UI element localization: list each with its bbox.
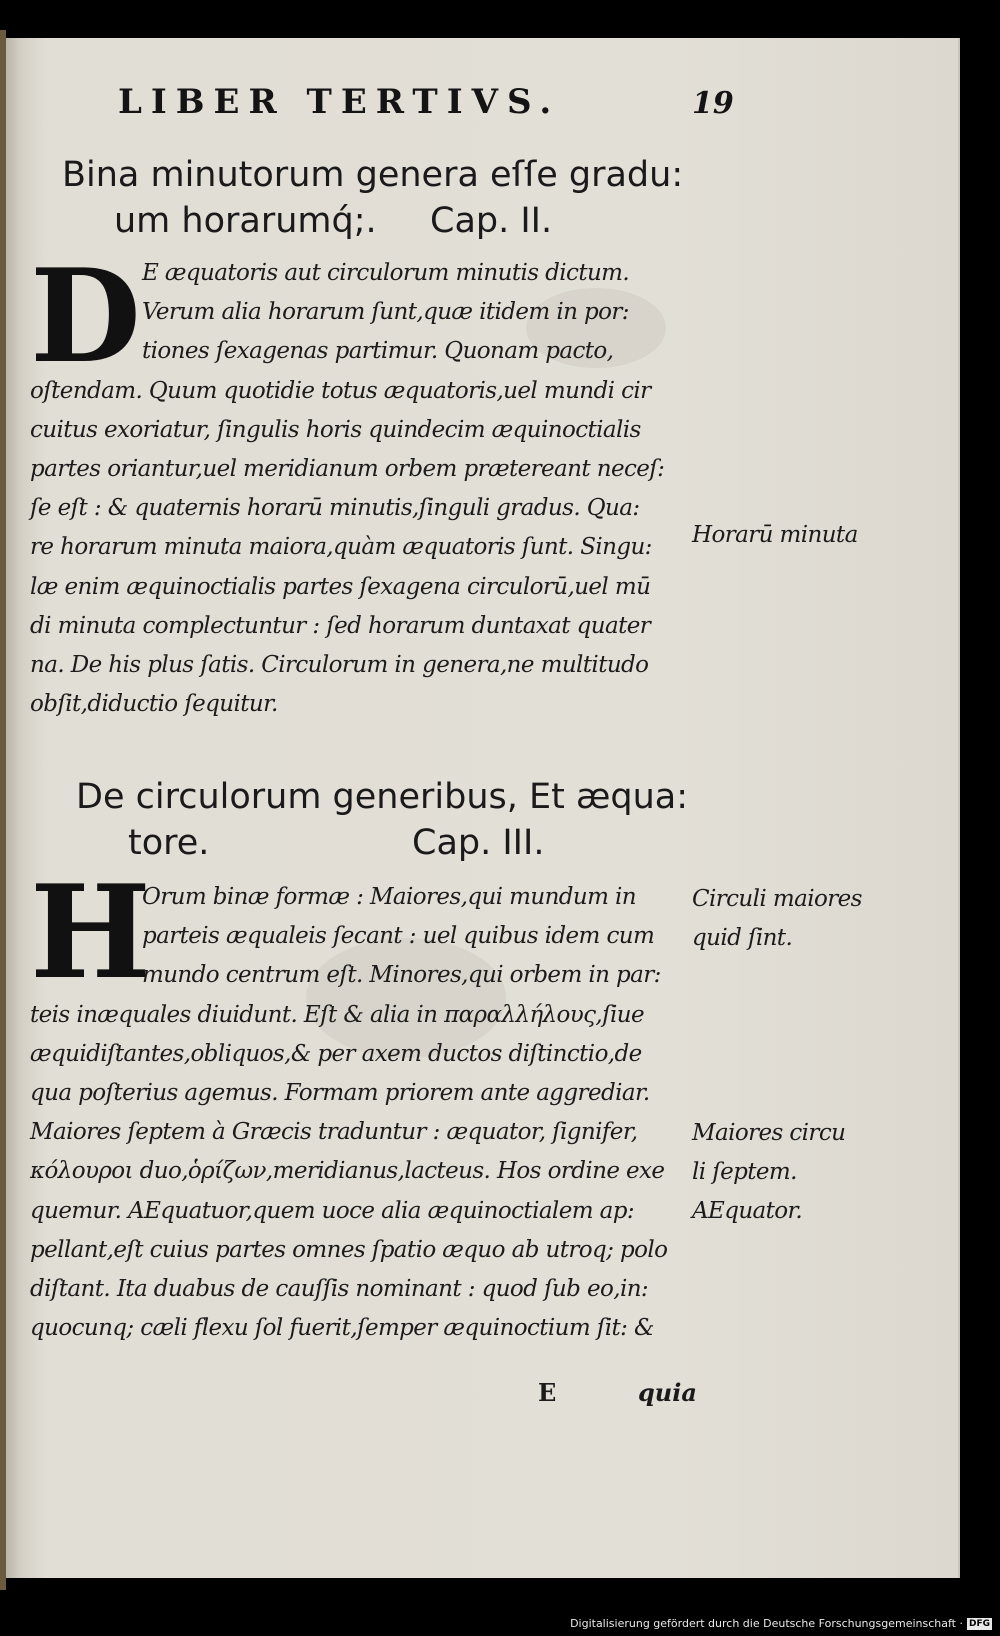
- text-line: cuitus exoriatur, ſingulis horis quindecim æquinoctialis: [30, 416, 641, 443]
- running-head: LIBER TERTIVS.: [118, 82, 561, 122]
- dropcap-d: D: [30, 242, 141, 392]
- text-line: teis inæquales diuidunt. Eſt & alia in παραλλήλους,ſiue: [30, 1001, 644, 1028]
- chapter-3-title-line2: tore.: [128, 823, 210, 863]
- text-line: obſit,diductio ſequitur.: [30, 691, 278, 718]
- text-line: qua poſterius agemus. Formam priorem ante aggrediar.: [30, 1080, 650, 1107]
- marginal-note-maiores-circuli: [692, 1114, 845, 1192]
- text-line: Orum binæ formæ : Maiores,qui mundum in: [142, 884, 637, 910]
- text-line: re horarum minuta maiora,quàm æquatoris ſunt. Singu:: [30, 534, 652, 561]
- credit-text: Digitalisierung gefördert durch die Deutsche Forschungsgemeinschaft ·: [570, 1617, 963, 1630]
- text-line: Verum alia horarum ſunt,quæ itidem in por:: [142, 299, 629, 326]
- text-line: κόλουροι duo,ὁρίζων,meridianus,lacteus. Hos ordine exe: [30, 1158, 665, 1185]
- text-line: partes oriantur,uel meridianum orbem prætereant neceſ:: [30, 456, 665, 483]
- catchword: quia: [638, 1378, 697, 1407]
- text-line: oſtendam. Quum quotidie totus æquatoris,uel mundi cir: [30, 377, 651, 404]
- text-line: E æquatoris aut circulorum minutis dictum.: [142, 260, 630, 286]
- chapter-2-body: [30, 242, 690, 724]
- digitization-credit: [570, 1617, 992, 1630]
- text-line: tiones ſexagenas partimur. Quonam pacto,: [142, 338, 614, 365]
- chapter-2-label: Cap. II.: [430, 201, 553, 241]
- chapter-2-title: [62, 152, 683, 244]
- text-line: læ enim æquinoctialis partes ſexagena circulorū,uel mū: [30, 573, 651, 600]
- text-line: quocunq; cæli flexu ſol fuerit,ſemper æquinoctium ſit: &: [30, 1315, 654, 1342]
- text-line: quemur. AEquatuor,quem uoce alia æquinoctialem ap:: [30, 1197, 635, 1224]
- marginal-note-horarum-minuta: Horarū minuta: [692, 522, 858, 548]
- marginal-note-line: quid ſint.: [692, 925, 793, 951]
- text-line: diſtant. Ita duabus de cauſſis nominant : quod ſub eo,in:: [30, 1276, 649, 1303]
- marginal-note-line: li ſeptem.: [692, 1159, 797, 1185]
- marginal-note-aequator: AEquator.: [692, 1198, 803, 1224]
- marginal-note-line: Circuli maiores: [692, 886, 862, 912]
- text-line: ſe eſt : & quaternis horarū minutis,ſinguli gradus. Qua:: [30, 495, 640, 522]
- page-number: 19: [692, 86, 734, 121]
- chapter-3-title-line1: De circulorum generibus, Et æqua:: [76, 777, 688, 817]
- text-line: na. De his plus ſatis. Circulorum in genera,ne multitudo: [30, 652, 649, 679]
- chapter-3-body: [30, 858, 690, 1348]
- text-line: pellant,eſt cuius partes omnes ſpatio æquo ab utroq; polo: [30, 1236, 668, 1263]
- text-line: parteis æqualeis ſecant : uel quibus idem cum: [142, 923, 655, 950]
- chapter-2-title-line2: um horarumq́;.: [114, 201, 377, 241]
- text-line: æquidiſtantes,obliquos,& per axem ductos diſtinctio,de: [30, 1040, 642, 1067]
- chapter-3-title: [76, 774, 688, 866]
- text-line: Maiores ſeptem à Græcis traduntur : æquator, ſignifer,: [30, 1119, 638, 1146]
- chapter-3-label: Cap. III.: [412, 823, 545, 863]
- text-line: di minuta complectuntur : ſed horarum duntaxat quater: [30, 612, 651, 639]
- dropcap-h: H: [30, 858, 151, 1008]
- text-line: mundo centrum eſt. Minores,qui orbem in par:: [142, 962, 661, 989]
- signature-mark: E: [538, 1378, 557, 1407]
- marginal-note-circuli-maiores: [692, 880, 862, 958]
- dfg-logo: DFG: [968, 1618, 990, 1629]
- chapter-2-title-line1: Bina minutorum genera eſſe gradu:: [62, 155, 684, 195]
- marginal-note-line: Maiores circu: [692, 1120, 846, 1146]
